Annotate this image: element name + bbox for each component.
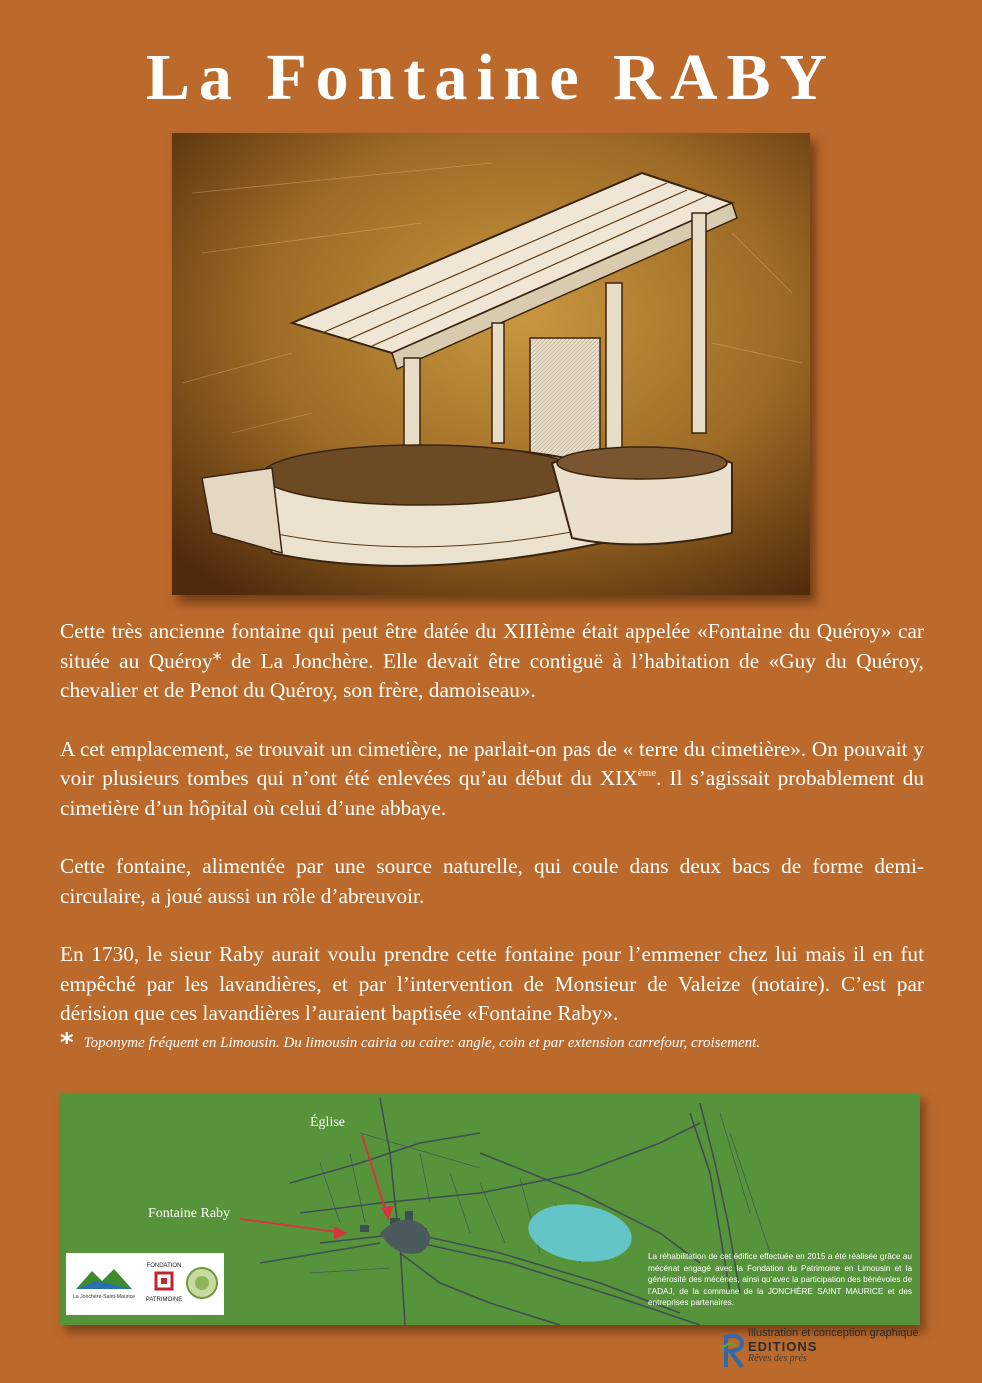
village-map xyxy=(60,1093,920,1325)
commune-logo xyxy=(73,1269,135,1300)
footnote-asterisk-icon: * xyxy=(60,1028,74,1058)
fondation-logo xyxy=(146,1263,182,1303)
church-label: Église xyxy=(310,1115,345,1130)
fountain-label: Fontaine Raby xyxy=(148,1206,231,1221)
page-title: La Fontaine RABY xyxy=(145,41,837,114)
footnote-text: Toponyme fréquent en Limousin. Du limousin cairia ou caire: angle, coin et par extension carrefour, croisement. xyxy=(83,1035,761,1051)
publisher-logo-icon xyxy=(718,1329,748,1369)
paragraph-2-start: A cet emplacement, se trouvait un cimetière, ne parlait-on pas de « terre du cimetière». On pouvait y voir plusieurs tombes qui n’ont été enlevées qu’au début du XIX xyxy=(60,736,924,790)
superscript: ème xyxy=(637,767,657,779)
paragraph-1-start: Cette très ancienne fontaine qui peut être datée du XIIIème était appelée «Fontaine du Quéroy» car située au Quéroy xyxy=(60,619,924,673)
credit-brand: EDITIONS xyxy=(748,1339,818,1354)
paragraph-4: En 1730, le sieur Raby aurait voulu prendre cette fontaine pour l’emmener chez lui mais il en fut empêché par les lavandières, et par l’intervention de Monsieur de Valeize (notaire). C’est par dérision que ces lavandières l’auraient baptisée «Fontaine Raby». xyxy=(60,942,924,1025)
footnote xyxy=(60,1028,930,1058)
adaj-logo xyxy=(187,1268,217,1298)
paragraph-3: Cette fontaine, alimentée par une source naturelle, qui coule dans deux bacs de forme demi-circulaire, a joué aussi un rôle d’abreuvoir. xyxy=(60,854,924,908)
fondation-logo-top: FONDATION xyxy=(146,1263,182,1269)
paragraph-2-end: . Il s’agissait probablement du cimetière d’un hôpital où celui d’une abbaye. xyxy=(60,766,924,820)
paragraph-1-end: de La Jonchère. Elle devait être contiguë à l’habitation de «Guy du Quéroy, chevalier et de Penot du Quéroy, son frère, damoiseau». xyxy=(60,648,925,702)
credit-line: Illustration et conception graphique xyxy=(748,1327,919,1339)
fountain-drawing xyxy=(172,133,810,595)
asterisk-icon: * xyxy=(212,648,222,670)
sponsorship-note: La réhabilitation de cet édifice effectuée en 2015 a été réalisée grâce au mécénat engagé avec la Fondation du Patrimoine en Limousin et la générosité des mécènes, ainsi qu’avec la participation des bénévoles de l’ADAJ, de la commune de la JONCHÈRE SAINT MAURICE et des entreprises partenaires. xyxy=(648,1252,912,1307)
paragraph-2 xyxy=(60,735,924,824)
credit-subtitle: Rêves des prés xyxy=(748,1353,807,1364)
partner-logos xyxy=(66,1253,224,1315)
body-text xyxy=(60,617,924,1029)
fondation-logo-bottom: PATRIMOINE xyxy=(145,1297,183,1303)
commune-logo-text: La Jonchère-Saint-Maurice xyxy=(72,1294,136,1300)
publisher-credit xyxy=(718,1327,948,1367)
paragraph-1 xyxy=(60,617,924,706)
fountain-illustration xyxy=(172,133,810,595)
